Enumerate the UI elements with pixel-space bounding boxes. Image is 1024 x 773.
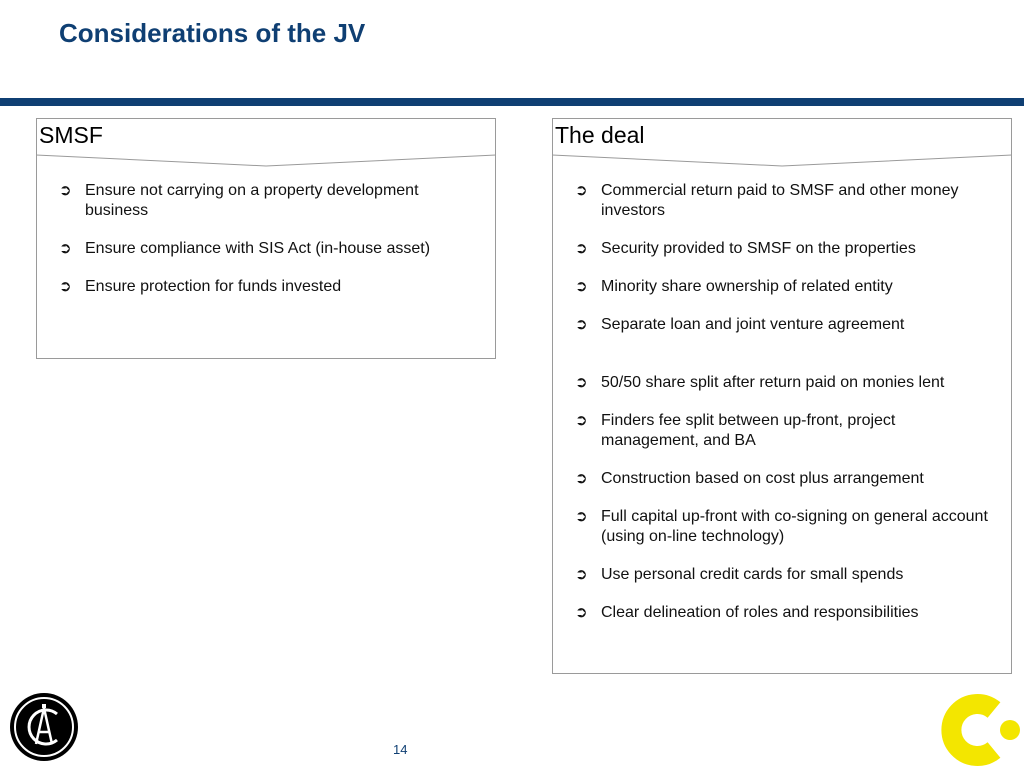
deal-list [553,167,1011,623]
smsf-panel [36,118,496,359]
circled-arrow-icon: ➲ [575,470,588,487]
circled-arrow-icon: ➲ [575,566,588,583]
circled-arrow-icon: ➲ [575,182,588,199]
page-number: 14 [393,742,408,757]
ca-monogram-logo [9,692,79,762]
circled-arrow-icon: ➲ [575,278,588,295]
slide-title: Considerations of the JV [59,18,366,48]
header-chevron-divider [36,119,496,167]
circled-arrow-icon: ➲ [59,278,72,295]
list-item: ➲ Finders fee split between up-front, project management, and BA [575,412,896,449]
list-item: ➲ 50/50 share split after return paid on monies lent [575,374,945,391]
smsf-panel-header [37,119,495,167]
list-item: ➲ Separate loan and joint venture agreement [575,316,905,333]
list-item: ➲ Clear delineation of roles and responsibilities [575,604,919,621]
circled-arrow-icon: ➲ [575,240,588,257]
list-item: ➲ Full capital up-front with co-signing on general account (using on-line technology) [575,508,988,545]
header-rule [0,98,1024,106]
circled-arrow-icon: ➲ [575,316,588,333]
list-item: ➲ Commercial return paid to SMSF and other money investors [575,182,959,219]
circled-arrow-icon: ➲ [575,412,588,429]
smsf-list [37,167,495,297]
smsf-header-label: SMSF [39,122,103,148]
list-item: ➲ Use personal credit cards for small spends [575,566,904,583]
circled-arrow-icon: ➲ [59,240,72,257]
list-item: ➲ Minority share ownership of related entity [575,278,893,295]
list-item: ➲ Ensure not carrying on a property development business [59,182,419,219]
list-item: ➲ Construction based on cost plus arrangement [575,470,924,487]
c-logo [936,688,1024,768]
list-item: ➲ Ensure compliance with SIS Act (in-house asset) [59,240,431,257]
circled-arrow-icon: ➲ [575,374,588,391]
list-item: ➲ Ensure protection for funds invested [59,278,342,295]
deal-panel [552,118,1012,674]
list-item: ➲ Security provided to SMSF on the properties [575,240,916,257]
circled-arrow-icon: ➲ [59,182,72,199]
deal-panel-header [553,119,1011,167]
circled-arrow-icon: ➲ [575,508,588,525]
circled-arrow-icon: ➲ [575,604,588,621]
deal-header-label: The deal [555,122,645,148]
